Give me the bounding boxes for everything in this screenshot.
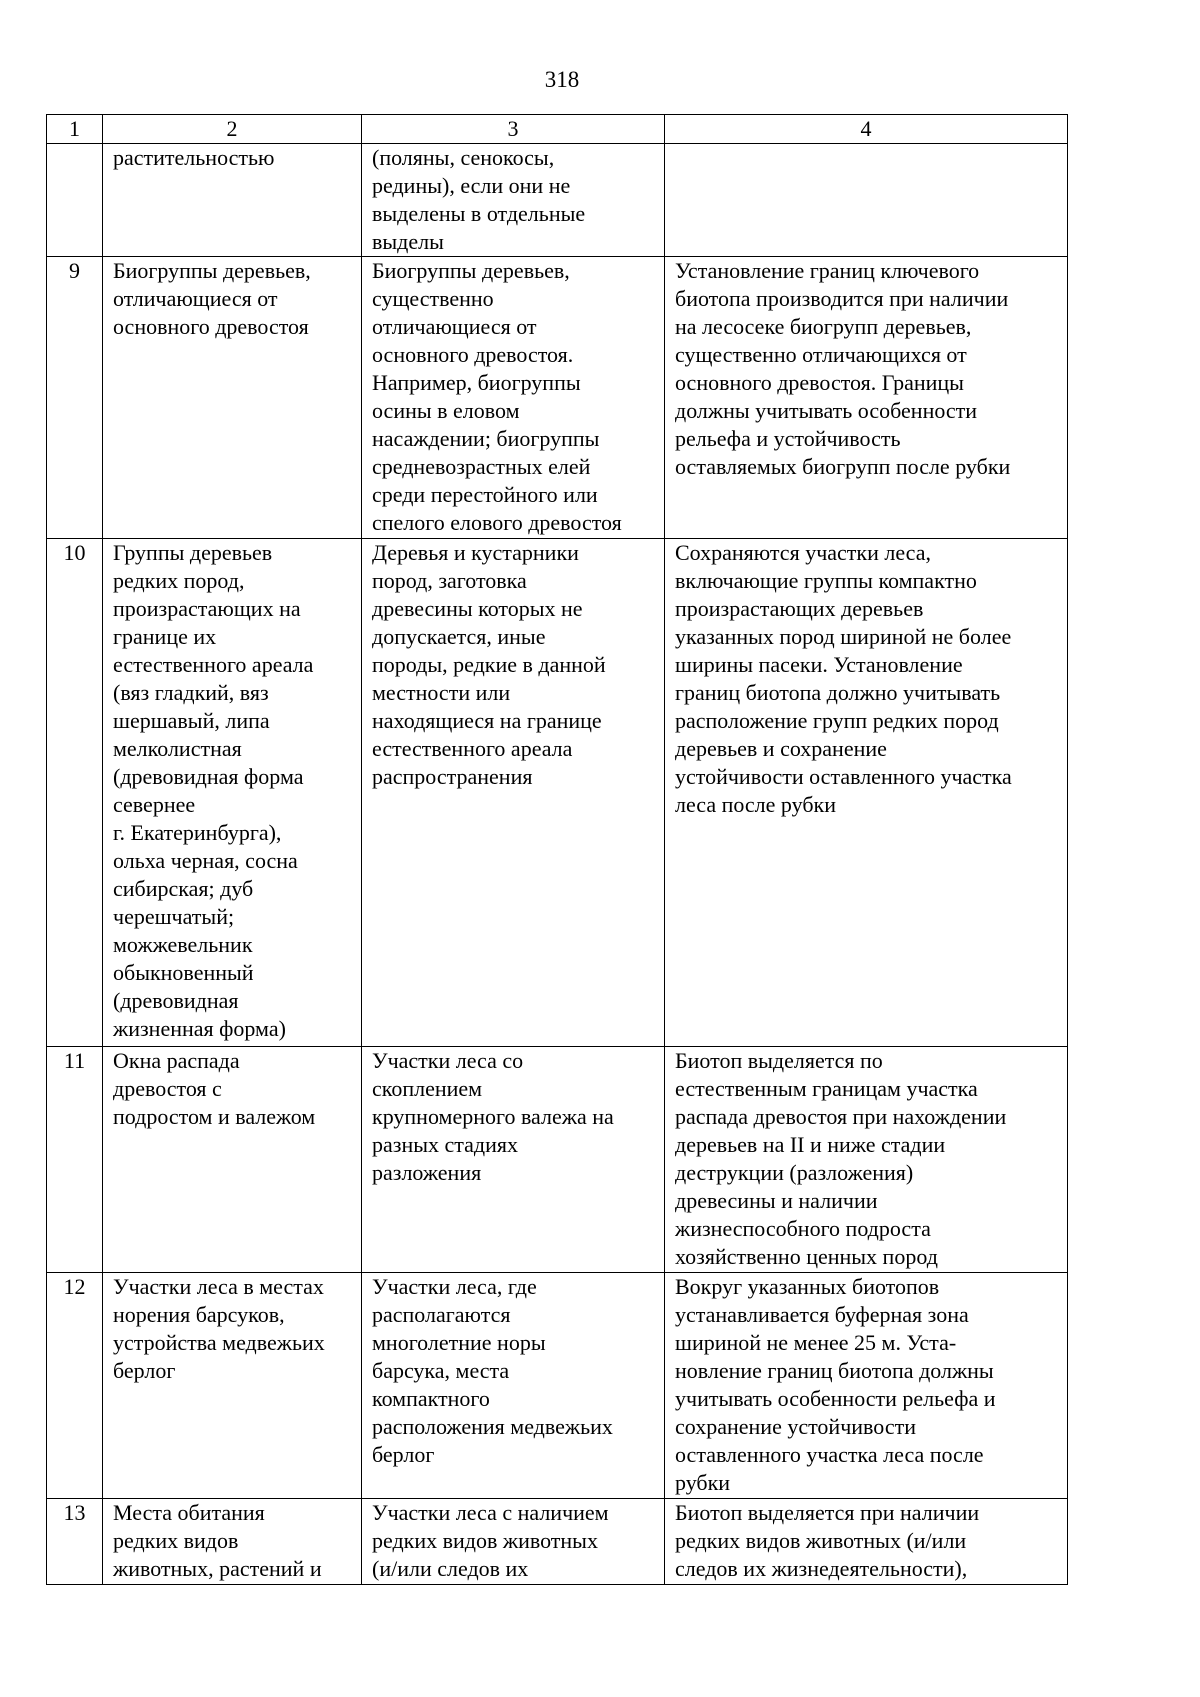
column-header: 1 [47,115,103,144]
biotope-description-cell [362,1047,665,1273]
table-row [47,257,1068,539]
cell-text: Места обитания редких видов животных, растений и [113,1500,322,1581]
table-row [47,1499,1068,1585]
biotope-rules-cell [665,1273,1068,1499]
cell-text: Биотоп выделяется по естественным границам участка распада древостоя при нахождении деревьев на II и ниже стадии деструкции (разложения) древесины и наличии жизнеспособного подроста хозяйственно ценных пород [675,1048,1007,1269]
cell-text: Участки леса в местах норения барсуков, устройства медвежьих берлог [113,1274,325,1383]
row-number-cell: 9 [47,257,103,539]
column-header: 4 [665,115,1068,144]
biotope-rules-cell [665,1499,1068,1585]
cell-text: Биогруппы деревьев, существенно отличающиеся от основного древостоя. Например, биогруппы осины в еловом насаждении; биогруппы средневозрастных елей среди перестойного или спелого елового древостоя [372,258,622,535]
cell-text: растительностью [113,145,275,170]
biotope-table [46,114,1068,1585]
biotope-description-cell [362,1273,665,1499]
cell-text: Вокруг указанных биотопов устанавливается буферная зона шириной не менее 25 м. Уста- новление границ биотопа должны учитывать особенности рельефа и сохранение устойчивости оставленного участка леса после рубки [675,1274,996,1495]
biotope-description-cell [362,1499,665,1585]
cell-text: Установление границ ключевого биотопа производится при наличии на лесосеке биогрупп деревьев, существенно отличающихся от основного древостоя. Границы должны учитывать особенности рельефа и устойчивость оставляемых биогрупп после рубки [675,258,1011,479]
biotope-type-cell [103,144,362,257]
table-row [47,1273,1068,1499]
biotope-rules-cell [665,1047,1068,1273]
biotope-type-cell [103,257,362,539]
biotope-description-cell [362,539,665,1047]
cell-text: Группы деревьев редких пород, произрастающих на границе их естественного ареала (вяз гладкий, вяз шершавый, липа мелколистная (древовидная форма севернее г. Екатеринбурга), ольха черная, сосна сибирская; дуб черешчатый; можжевельник обыкновенный (древовидная жизненная форма) [113,540,314,1041]
row-number-cell: 13 [47,1499,103,1585]
biotope-description-cell [362,144,665,257]
table-row [47,539,1068,1047]
table-row [47,1047,1068,1273]
cell-text: Участки леса с наличием редких видов животных (и/или следов их [372,1500,609,1581]
row-number-cell: 10 [47,539,103,1047]
row-number-cell: 11 [47,1047,103,1273]
biotope-rules-cell [665,539,1068,1047]
cell-text: (поляны, сенокосы, редины), если они не выделены в отдельные выделы [372,145,586,254]
table-row [47,144,1068,257]
cell-text: Сохраняются участки леса, включающие группы компактно произрастающих деревьев указанных пород шириной не более ширины пасеки. Установление границ биотопа должно учитывать расположение групп редких пород деревьев и сохранение устойчивости оставленного участка леса после рубки [675,540,1012,817]
row-number-cell: 12 [47,1273,103,1499]
biotope-description-cell [362,257,665,539]
cell-text: Участки леса со скоплением крупномерного валежа на разных стадиях разложения [372,1048,614,1185]
cell-text: Биогруппы деревьев, отличающиеся от основного древостоя [113,258,311,339]
cell-text: Биотоп выделяется при наличии редких видов животных (и/или следов их жизнедеятельности), [675,1500,980,1581]
column-header: 3 [362,115,665,144]
biotope-rules-cell [665,257,1068,539]
biotope-type-cell [103,1499,362,1585]
page-number: 318 [544,67,580,92]
cell-text: Окна распада древостоя с подростом и валежом [113,1048,316,1129]
biotope-type-cell [103,1047,362,1273]
row-number-cell [47,144,103,257]
table-header-row [47,115,1068,144]
cell-text: Участки леса, где располагаются многолетние норы барсука, места компактного расположения медвежьих берлог [372,1274,613,1467]
biotope-type-cell [103,1273,362,1499]
column-header: 2 [103,115,362,144]
biotope-type-cell [103,539,362,1047]
cell-text: Деревья и кустарники пород, заготовка древесины которых не допускается, иные породы, редкие в данной местности или находящиеся на границе естественного ареала распространения [372,540,606,789]
biotope-rules-cell [665,144,1068,257]
